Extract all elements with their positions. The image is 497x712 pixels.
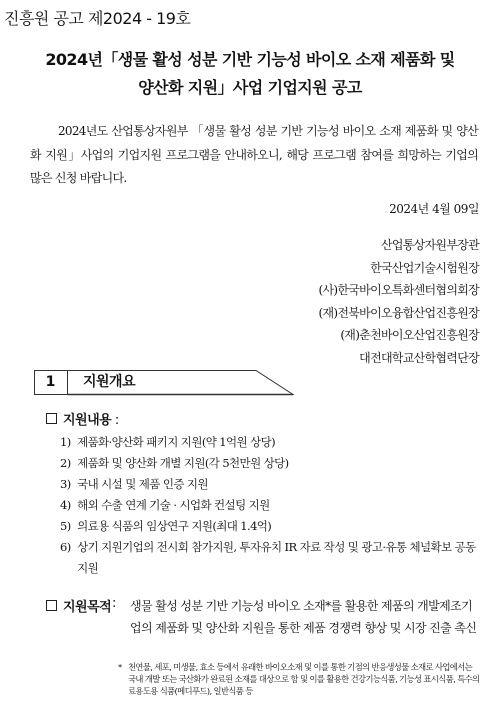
- support-purpose-text: 생물 활성 성분 기반 기능성 바이오 소재*를 활용한 제품의 개발제조기업의 제품화 및 양산화 지원을 통한 제품 경쟁력 향상 및 시장 진출 촉신: [130, 599, 477, 635]
- support-content-heading: [46, 409, 119, 428]
- document-title: [16, 46, 484, 102]
- list-item: 5) 의료용 식품의 임상연구 지원(최대 1.4억): [60, 519, 272, 533]
- section-number: 1: [45, 374, 56, 390]
- section-header: [34, 370, 294, 394]
- support-content-list: [60, 432, 480, 579]
- organization: 대전대학교산학협력단장: [359, 350, 479, 365]
- list-item: 6) 상기 지원기업의 전시회 참가지원, 투자유치 IR 자료 작성 및 광고·유통 체널확보 공동지원: [60, 540, 476, 575]
- organization: 한국산업기술시험원장: [370, 260, 479, 275]
- support-purpose-heading: [46, 596, 111, 615]
- section-header-frame: [34, 370, 296, 396]
- list-item: 1) 제품화·양산화 패키지 지원(약 1억원 상당): [60, 435, 275, 449]
- checkbox-square-icon: [46, 413, 57, 424]
- section-title: 지원개요: [83, 374, 136, 390]
- announcement-date: 2024년 4월 09일: [389, 202, 479, 216]
- organization: (사)한국바이오특화센터협의회장: [318, 283, 479, 298]
- title-line-1: 2024년「생물 활성 성분 기반 기능성 바이오 소재 제품화 및: [45, 50, 455, 69]
- list-item: 2) 제품화 및 양산화 개별 지원(각 5천만원 상당): [60, 456, 289, 470]
- document-number: 진흥원 공고 제2024 - 19호: [4, 9, 191, 28]
- footnote-text: 천연물, 세포, 미생물, 효소 등에서 유래한 바이오소재 및 이를 통한 기점의 반응생성물 소재로 사업에서는 국내 개발 또는 국산화가 완료된 소재를 대상으로 함 및 이를 활용한 건강기능식품, 기능성 표시식품, 특수의료용도용 식품(메디푸드), 일반식품 등: [128, 662, 480, 696]
- support-content-colon: :: [114, 413, 119, 428]
- list-item: 4) 해외 수출 연계 기술 · 시업화 컨설팅 지원: [60, 498, 270, 512]
- organization-list: [319, 234, 479, 370]
- support-purpose-colon: :: [112, 596, 117, 611]
- intro-paragraph: 2024년도 산업통상자원부 「생물 활성 성분 기반 기능성 바이오 소재 제품화 및 양산화 지원」사업의 기업지원 프로그램을 안내하오니, 해당 프로그램 참여를 희망하는 기업의 많은 신청 바랍니다.: [30, 124, 478, 185]
- footnote-mark: *: [118, 662, 122, 672]
- organization: (재)전북바이오융합산업진흥원장: [318, 305, 479, 320]
- checkbox-square-icon: [46, 600, 57, 611]
- organization: (재)춘천바이오산업진흥원장: [340, 328, 479, 343]
- list-item: 3) 국내 시설 및 제품 인증 지원: [60, 477, 208, 491]
- title-line-2: 양산화 지원」사업 기업지원 공고: [138, 78, 362, 97]
- support-purpose-label: 지원목적: [63, 600, 112, 615]
- footnote: [118, 661, 480, 697]
- organization: 산업통상자원부장관: [380, 238, 479, 252]
- support-content-label: 지원내용: [63, 413, 112, 428]
